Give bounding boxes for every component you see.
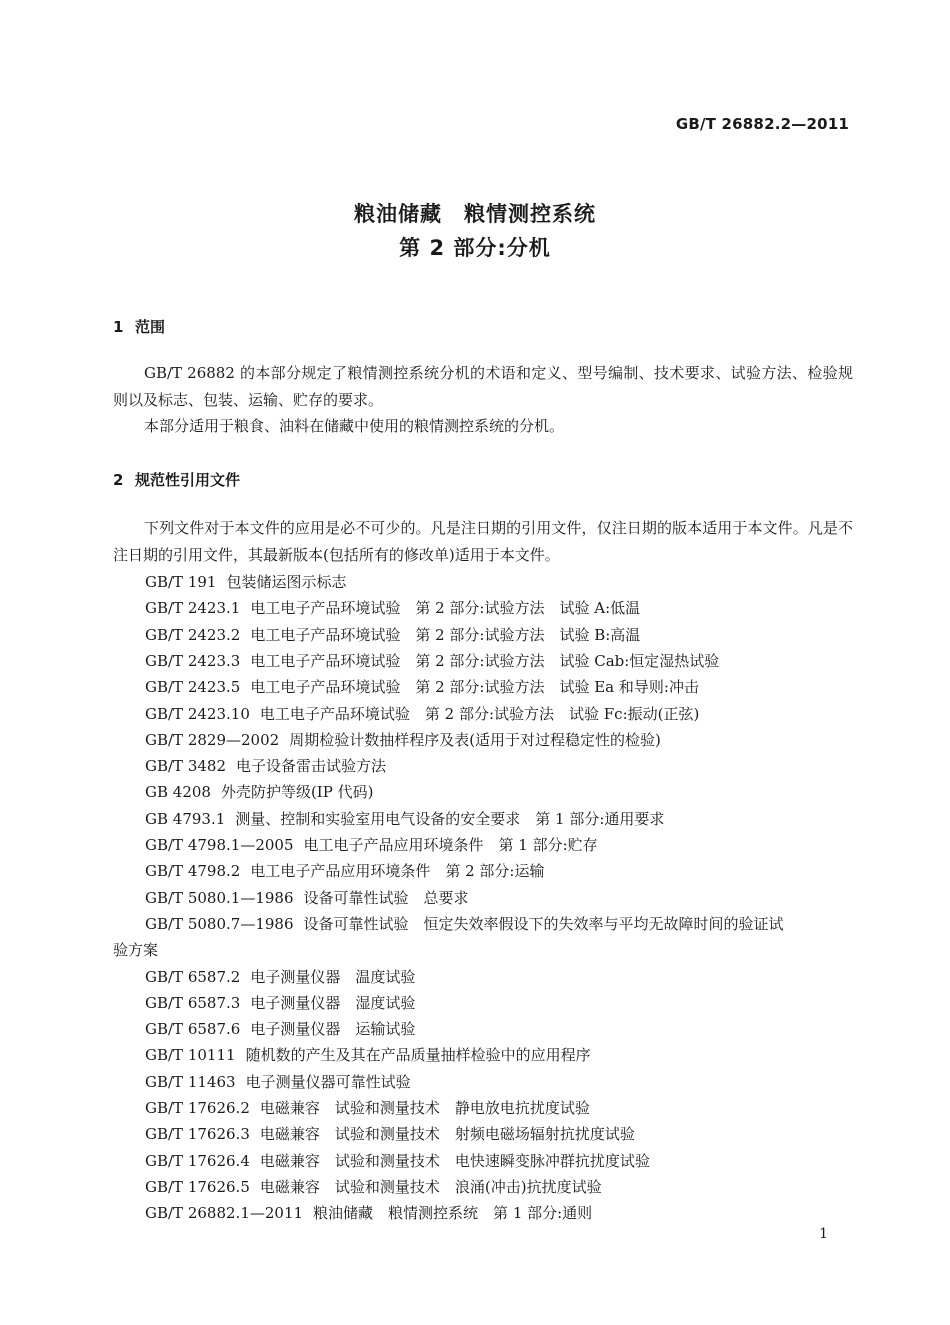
reference-title: 粮油储藏 粮情测控系统 第 1 部分:通则	[313, 1204, 593, 1223]
reference-item	[145, 650, 719, 671]
reference-item	[145, 1018, 415, 1039]
reference-title: 电工电子产品应用环境条件 第 2 部分:运输	[250, 862, 545, 881]
reference-code: GB/T 17626.3	[145, 1125, 250, 1144]
reference-item	[145, 1044, 591, 1065]
reference-item	[145, 1176, 602, 1197]
standard-code: GB/T 26882.2—2011	[675, 115, 849, 133]
reference-item	[145, 729, 661, 750]
reference-item	[145, 808, 664, 829]
reference-title: 电磁兼容 试验和测量技术 电快速瞬变脉冲群抗扰度试验	[259, 1151, 650, 1170]
reference-code: GB/T 26882.1—2011	[145, 1204, 304, 1223]
reference-title: 电磁兼容 试验和测量技术 静电放电抗扰度试验	[259, 1099, 590, 1117]
section-heading-scope	[113, 316, 165, 337]
reference-code: GB/T 17626.2	[145, 1099, 250, 1117]
paragraph: 下列文件对于本文件的应用是必不可少的。凡是注日期的引用文件，仅注日期的版本适用于本文件。凡是不注日期的引用文件，其最新版本(包括所有的修改单)适用于本文件。	[113, 519, 853, 564]
reference-title: 电工电子产品环境试验 第 2 部分:试验方法 试验 Fc:振动(正弦)	[259, 704, 700, 723]
reference-title: 周期检验计数抽样程序及表(适用于对过程稳定性的检验)	[289, 730, 661, 749]
reference-code: GB/T 5080.1—1986	[145, 888, 294, 907]
section-heading-normative-references	[113, 469, 240, 490]
reference-title: 电子测量仪器 温度试验	[250, 967, 416, 986]
reference-title: 外壳防护等级(IP 代码)	[220, 783, 374, 802]
reference-code: GB/T 4798.2	[145, 862, 241, 881]
reference-title: 电工电子产品应用环境条件 第 1 部分:贮存	[303, 836, 598, 854]
reference-title: 测量、控制和实验室用电气设备的安全要求 第 1 部分:通用要求	[235, 809, 665, 828]
reference-item	[145, 887, 469, 908]
reference-item	[145, 781, 373, 802]
reference-title: 包装储运图示标志	[226, 573, 347, 591]
reference-title-continuation: 验方案	[113, 941, 159, 960]
reference-title: 电磁兼容 试验和测量技术 浪涌(冲击)抗扰度试验	[259, 1177, 602, 1196]
reference-item	[145, 571, 346, 592]
reference-code: GB/T 3482	[145, 757, 227, 776]
reference-item	[145, 834, 598, 855]
page-number: 1	[819, 1226, 828, 1242]
paragraph: 本部分适用于粮食、油料在储藏中使用的粮情测控系统的分机。	[144, 417, 565, 435]
reference-title: 电工电子产品环境试验 第 2 部分:试验方法 试验 B:高温	[250, 625, 641, 644]
reference-code: GB/T 17626.5	[145, 1177, 250, 1196]
reference-title: 电子测量仪器 湿度试验	[250, 993, 416, 1012]
reference-code: GB/T 11463	[145, 1072, 236, 1091]
document-title: 粮油储藏 粮情测控系统	[354, 202, 596, 226]
reference-item	[145, 703, 699, 724]
reference-title: 电工电子产品环境试验 第 2 部分:试验方法 试验 Cab:恒定湿热试验	[250, 651, 720, 670]
document-subtitle: 第 2 部分:分机	[399, 236, 551, 260]
section-title: 规范性引用文件	[135, 471, 241, 489]
reference-item	[145, 676, 699, 697]
reference-title: 电子设备雷击试验方法	[236, 757, 387, 776]
reference-code: GB/T 191	[145, 573, 217, 591]
reference-item	[145, 624, 640, 645]
reference-code: GB 4793.1	[145, 809, 226, 828]
reference-item	[145, 597, 640, 618]
reference-title: 设备可靠性试验 总要求	[303, 888, 469, 907]
reference-code: GB/T 2829—2002	[145, 730, 280, 749]
reference-title: 电工电子产品环境试验 第 2 部分:试验方法 试验 A:低温	[250, 599, 641, 618]
reference-item	[145, 1097, 590, 1118]
reference-code: GB/T 10111	[145, 1046, 236, 1065]
reference-title: 电子测量仪器 运输试验	[250, 1020, 416, 1039]
reference-code: GB/T 2423.1	[145, 599, 241, 618]
reference-code: GB/T 17626.4	[145, 1151, 250, 1170]
reference-item	[145, 966, 415, 987]
reference-item	[145, 1071, 411, 1092]
reference-code: GB/T 6587.6	[145, 1020, 241, 1039]
reference-title: 随机数的产生及其在产品质量抽样检验中的应用程序	[245, 1046, 591, 1065]
reference-item	[145, 913, 784, 934]
reference-code: GB/T 2423.5	[145, 678, 241, 697]
reference-item	[145, 1202, 592, 1223]
section-number: 1	[113, 318, 124, 336]
reference-item	[145, 1123, 635, 1144]
reference-title: 电磁兼容 试验和测量技术 射频电磁场辐射抗扰度试验	[259, 1125, 635, 1144]
reference-code: GB/T 5080.7—1986	[145, 914, 294, 933]
reference-code: GB/T 2423.10	[145, 704, 250, 723]
reference-code: GB/T 4798.1—2005	[145, 836, 294, 854]
reference-code: GB 4208	[145, 783, 211, 802]
reference-title: 电工电子产品环境试验 第 2 部分:试验方法 试验 Ea 和导则:冲击	[250, 678, 699, 697]
reference-code: GB/T 2423.3	[145, 651, 241, 670]
reference-title: 设备可靠性试验 恒定失效率假设下的失效率与平均无故障时间的验证试	[303, 914, 784, 933]
reference-item	[145, 992, 415, 1013]
reference-code: GB/T 6587.2	[145, 967, 241, 986]
reference-item	[145, 860, 544, 881]
reference-code: GB/T 6587.3	[145, 993, 241, 1012]
section-title: 范围	[135, 318, 166, 336]
reference-title: 电子测量仪器可靠性试验	[245, 1072, 411, 1091]
section-number: 2	[113, 471, 124, 489]
reference-item	[145, 755, 386, 776]
reference-item	[145, 1150, 650, 1171]
paragraph: GB/T 26882 的本部分规定了粮情测控系统分机的术语和定义、型号编制、技术要求、试验方法、检验规则以及标志、包装、运输、贮存的要求。	[113, 364, 853, 409]
reference-code: GB/T 2423.2	[145, 625, 241, 644]
